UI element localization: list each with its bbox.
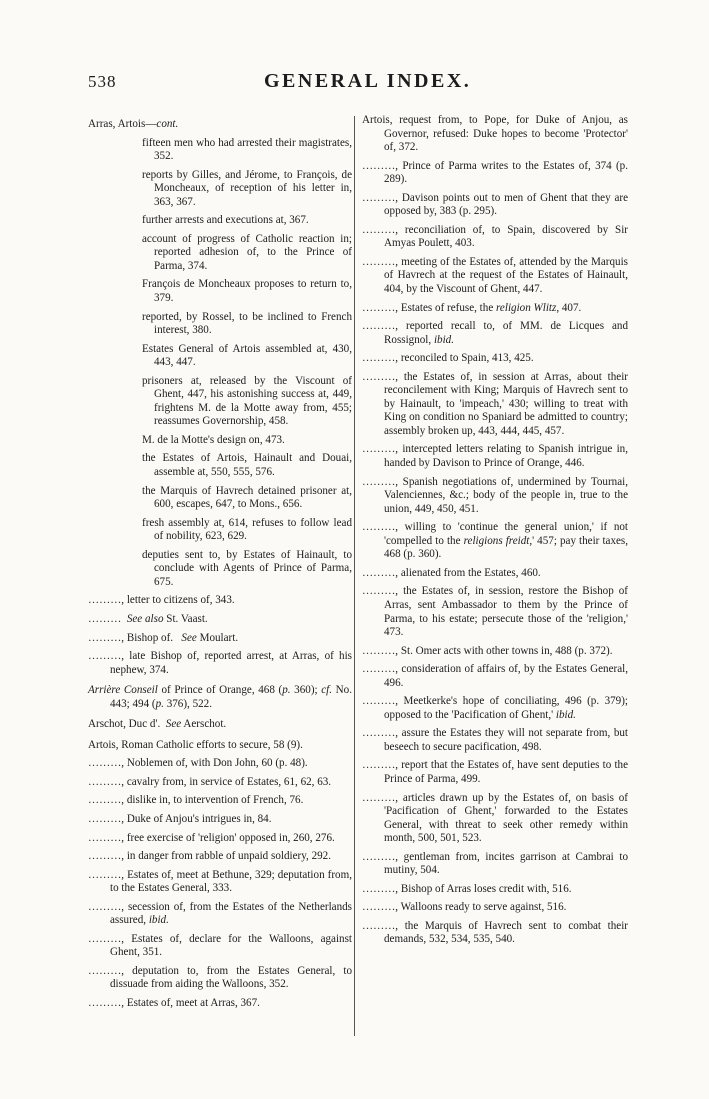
- index-entry: ………, consideration of affairs of, by the Estates General, 496.: [362, 663, 628, 689]
- index-entry: ………, Prince of Parma writes to the Estates of, 374 (p. 289).: [362, 159, 628, 186]
- page-abbrev: p.: [282, 684, 291, 697]
- index-entry: ………, free exercise of 'religion' opposed in, 260, 276.: [88, 831, 335, 844]
- leader-dots: ………: [88, 612, 122, 625]
- ibid-label: ibid.: [433, 333, 454, 346]
- index-entry-bishop: [88, 632, 352, 646]
- index-entry-religion-wlitz: [362, 302, 628, 316]
- page-header: [0, 66, 709, 96]
- index-entry: ………, report that the Estates of, have sent deputies to the Prince of Parma, 499.: [362, 759, 628, 785]
- index-subentry: deputies sent to, by Estates of Hainault, to conclude with Agents of Prince of Parma, 675.: [142, 548, 352, 588]
- index-entry: ………, deputation to, from the Estates General, to dissuade from aiding the Walloons, 352.: [88, 964, 352, 991]
- see-label: See: [165, 718, 182, 731]
- italic-term: religions freidt: [463, 534, 530, 547]
- index-entry: ………, Estates of, meet at Arras, 367.: [88, 996, 260, 1009]
- index-entry: ………, in danger from rabble of unpaid soldiery, 292.: [88, 850, 331, 863]
- index-subentry: prisoners at, released by the Viscount of Ghent, 447, his astonishing success at, 449, frightens M. de la Motte away from, 455; reassumes Governorship, 458.: [142, 374, 352, 428]
- entry-text: ,' 457; pay their taxes, 468 (p. 360).: [384, 534, 629, 561]
- entry-heading: Arschot, Duc d'.: [88, 718, 161, 731]
- entry-text: , 407.: [556, 301, 582, 314]
- entry-text: ………, Meetkerke's hope of conciliating, 496 (p. 379); opposed to the 'Pacification of Ghent,': [362, 695, 628, 721]
- page-number: 538: [88, 72, 117, 91]
- index-entry: ………, the Marquis of Havrech sent to combat their demands, 532, 534, 535, 540.: [362, 919, 628, 946]
- index-entry: ………, the Estates of, in session at Arras, about their reconcilement with King; Marquis of Havrech sent to by Hainault, to 'impeach,' 430; willing to treat with King on condition no Spaniard be admitted to country; assembly broken up, 443, 444, 445, 457.: [362, 370, 628, 437]
- index-entry: ………, meeting of the Estates of, attended by the Marquis of Havrech at the request of the Estates of Hainault, 404, by the Viscount of Ghent, 447.: [362, 255, 628, 296]
- index-entry: ………, reconciliation of, to Spain, discovered by Sir Amyas Poulett, 403.: [362, 223, 628, 250]
- continued-label: cont.: [156, 118, 179, 130]
- index-entry-artois-head: Artois, Roman Catholic efforts to secure, 58 (9).: [88, 738, 303, 751]
- index-entry: ………, St. Omer acts with other towns in, 488 (p. 372).: [362, 644, 613, 657]
- index-entry: ………, Duke of Anjou's intrigues in, 84.: [88, 812, 272, 825]
- index-subentry: further arrests and executions at, 367.: [142, 214, 309, 227]
- index-entry: ………, Noblemen of, with Don John, 60 (p. 48).: [88, 757, 308, 770]
- index-entry: ………, the Estates of, in session, restore the Bishop of Arras, sent Ambassador to them by the Prince of Parma, to his estate; persecute those of the 'religion,' 473.: [362, 585, 628, 639]
- cf-abbrev: cf.: [321, 684, 333, 697]
- index-subentry: reports by Gilles, and Jérome, to François, de Moncheaux, of reception of his letter in, 363, 367.: [142, 168, 352, 208]
- entry-text: ………, reported recall to, of MM. de Licques and Rossignol,: [362, 320, 628, 346]
- index-subentry: account of progress of Catholic reaction in; reported adhesion of, to the Prince of Parma, 374.: [142, 232, 352, 272]
- italic-term: religion Wlitz: [496, 301, 557, 314]
- entry-text: No. 443; 494 (: [110, 684, 353, 710]
- see-also-label: See also: [126, 612, 164, 625]
- cross-reference: Moulart.: [199, 631, 239, 644]
- index-subentry: the Marquis of Havrech detained prisoner at, 600, escapes, 647, to Mons., 656.: [142, 484, 352, 511]
- index-subentry: fifteen men who had arrested their magistrates, 352.: [142, 136, 352, 163]
- index-entry-arschot: [88, 718, 352, 732]
- index-entry: ………, gentleman from, incites garrison at Cambrai to mutiny, 504.: [362, 850, 628, 877]
- index-entry-religions-freidt: [362, 521, 628, 562]
- index-entry: Artois, request from, to Pope, for Duke of Anjou, as Governor, refused: Duke hopes to become 'Protector' of, 372.: [362, 114, 628, 154]
- index-entry: ………, intercepted letters relating to Spanish intrigue in, handed by Davison to Prince of Orange, 446.: [362, 443, 628, 470]
- index-subentry: François de Moncheaux proposes to return to, 379.: [142, 278, 352, 305]
- index-entry: ………, assure the Estates they will not separate from, but beseech to secure pacification, 498.: [362, 727, 628, 753]
- index-column-right: [362, 114, 628, 952]
- page-abbrev: p.: [155, 697, 164, 710]
- entry-text: ………, willing to 'continue the general union,' if not 'compelled to the: [362, 521, 628, 547]
- index-entry: ………, letter to citizens of, 343.: [88, 594, 235, 607]
- index-subentry: the Estates of Artois, Hainault and Douai, assemble at, 550, 555, 576.: [142, 452, 352, 479]
- index-entry: ………, reconciled to Spain, 413, 425.: [362, 352, 534, 365]
- index-subentry: fresh assembly at, 614, refuses to follow lead of nobility, 623, 629.: [142, 516, 352, 543]
- cross-reference: St. Vaast.: [166, 612, 208, 625]
- index-entry: ………, Davison points out to men of Ghent that they are opposed by, 383 (p. 295).: [362, 191, 628, 218]
- index-entry-arras-head: [88, 118, 352, 132]
- index-entry: ………, dislike in, to intervention of French, 76.: [88, 794, 304, 807]
- index-entry-arriere-conseil: [88, 684, 352, 711]
- index-entry-see-also: [88, 613, 352, 627]
- index-entry: ………, Spanish negotiations of, undermined by Tournai, Valenciennes, &c.; body of the people in, true to the union, 449, 450, 451.: [362, 475, 628, 515]
- entry-heading: Arras, Artois: [88, 118, 146, 130]
- cross-reference: Aerschot.: [183, 718, 227, 731]
- index-entry-recall: [362, 320, 628, 347]
- ibid-label: ibid.: [148, 914, 169, 927]
- index-entry: ………, cavalry from, in service of Estates, 61, 62, 63.: [88, 775, 332, 788]
- entry-text: 376), 522.: [163, 697, 213, 710]
- see-label: See: [181, 631, 197, 644]
- entry-text: ………, Bishop of.: [88, 631, 174, 644]
- index-subentry: reported, by Rossel, to be inclined to French interest, 380.: [142, 310, 352, 337]
- index-entry: ………, Estates of, declare for the Walloons, against Ghent, 351.: [88, 932, 352, 959]
- running-title: GENERAL INDEX.: [264, 70, 472, 92]
- entry-heading: Arrière Conseil: [88, 684, 158, 697]
- index-entry: ………, Estates of, meet at Bethune, 329; deputation from, to the Estates General, 333.: [88, 868, 352, 895]
- entry-text: ………, Estates of refuse, the: [362, 301, 494, 314]
- index-entry: ………, Walloons ready to serve against, 516.: [362, 901, 567, 914]
- entry-text: of Prince of Orange, 468 (: [161, 684, 283, 697]
- entry-text: ………, secession of, from the Estates of the Netherlands assured,: [88, 900, 352, 927]
- column-divider: [354, 116, 355, 1036]
- ibid-label: ibid.: [555, 708, 576, 721]
- index-entry-secession: [88, 901, 352, 928]
- index-subentry: M. de la Motte's design on, 473.: [142, 433, 285, 446]
- index-column-left: [88, 118, 352, 1016]
- index-entry: ………, alienated from the Estates, 460.: [362, 566, 541, 579]
- index-entry: ………, Bishop of Arras loses credit with, 516.: [362, 882, 572, 895]
- index-entry: ………, articles drawn up by the Estates of, on basis of 'Pacification of Ghent,' forwarded to the Estates General, with threat to seek other remedy within month, 500, 501, 523.: [362, 791, 628, 845]
- entry-text: 360);: [290, 684, 322, 697]
- index-entry: ………, late Bishop of, reported arrest, at Arras, of his nephew, 374.: [88, 650, 352, 676]
- index-subentry: Estates General of Artois assembled at, 430, 443, 447.: [142, 342, 352, 369]
- entry-separator: —: [145, 118, 157, 130]
- index-entry-meetkerke: [362, 695, 628, 722]
